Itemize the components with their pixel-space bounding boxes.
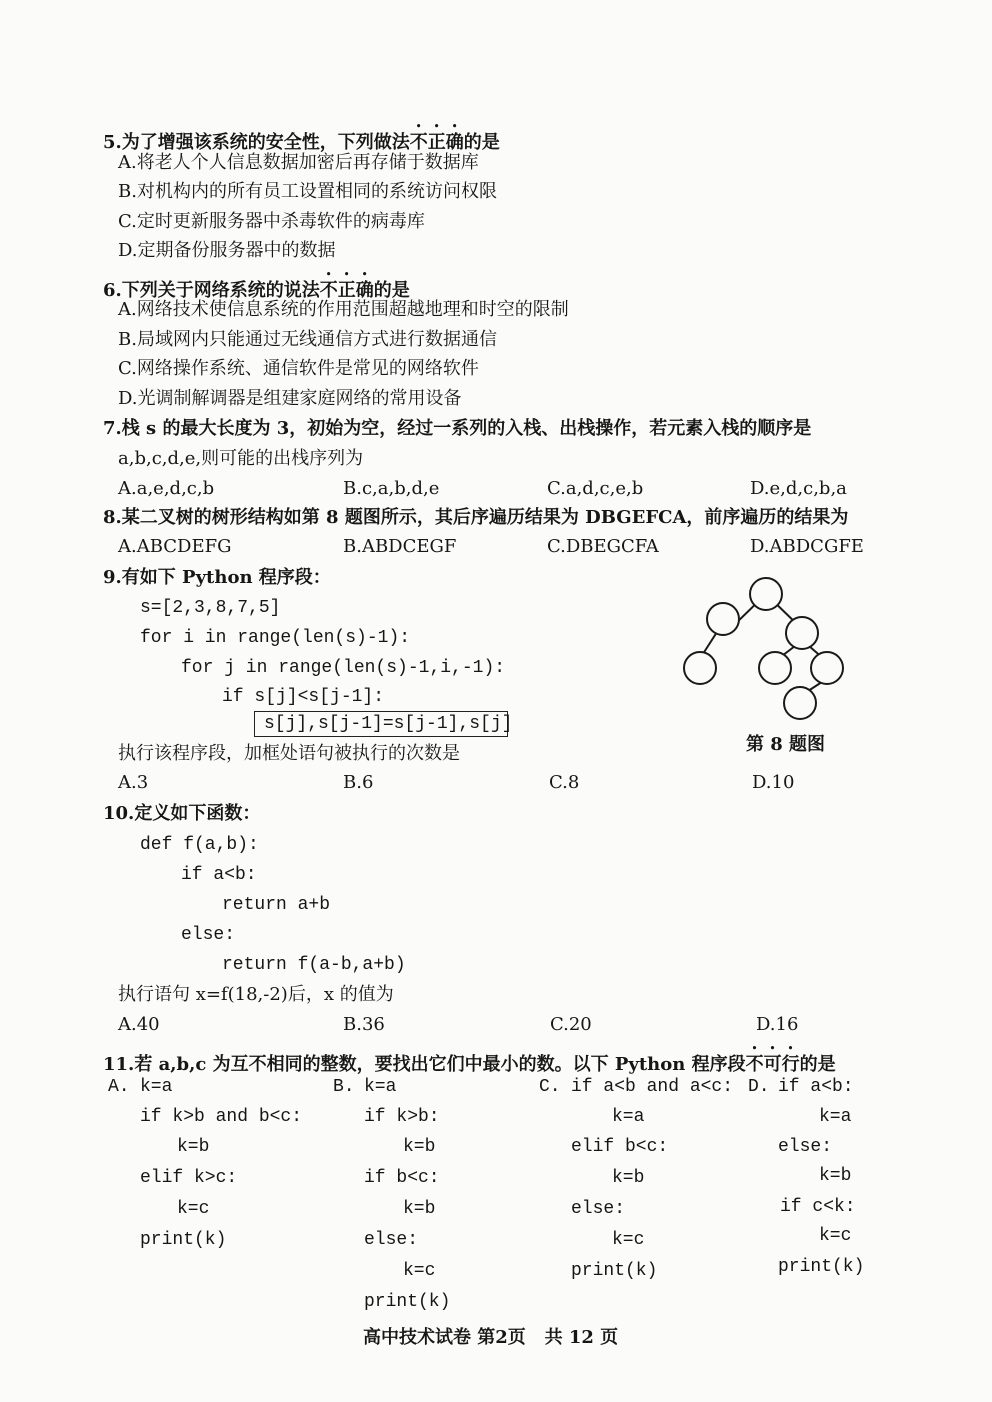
q6-stem-post: 的是 [373,280,410,301]
q8-option-a: A.ABCDEFG [118,536,232,557]
q9-stem: 9.有如下 Python 程序段： [103,567,331,588]
q11-option-d-line-7: print(k) [778,1257,865,1277]
q5-option-d: D.定期备份服务器中的数据 [118,240,336,261]
q11-option-a-line-4: elif k>c: [140,1168,238,1188]
q6-stem [103,270,410,302]
q11-option-c-line-2: k=a [612,1107,645,1127]
q11-option-a-line-1: k=a [140,1077,173,1097]
q7-option-d: D.e,d,c,b,a [750,478,847,499]
q9-option-b: B.6 [343,772,374,793]
q11-stem-emphasis: 不可行 [745,1054,800,1075]
q8-binary-tree-figure [680,575,880,725]
q10-code-line-3: return a+b [222,895,331,915]
q8-figure-caption: 第 8 题图 [746,734,826,755]
q5-stem [103,122,500,154]
q8-option-c: C.DBEGCFA [547,536,659,557]
q9-option-c: C.8 [549,772,580,793]
q10-code-line-1: def f(a,b): [140,835,259,855]
q11-option-b-line-3: k=b [403,1137,436,1157]
q11-option-c-label: C. [539,1077,561,1097]
q10-stem: 10.定义如下函数： [103,803,261,824]
q11-option-d-line-2: k=a [819,1107,852,1127]
q6-option-c: C.网络操作系统、通信软件是常见的网络软件 [118,358,479,379]
q11-stem [103,1044,836,1076]
q11-option-d-line-5: if c<k: [780,1197,856,1217]
q11-option-d-line-1: if a<b: [778,1077,854,1097]
q5-option-b: B.对机构内的所有员工设置相同的系统访问权限 [118,181,497,202]
q11-option-a-line-6: print(k) [140,1230,227,1250]
q11-option-c-line-5: else: [571,1199,626,1219]
q11-option-c-line-7: print(k) [571,1261,658,1281]
q9-question: 执行该程序段，加框处语句被执行的次数是 [118,743,460,764]
q10-question: 执行语句 x=f(18,-2)后，x 的值为 [118,984,394,1005]
q7-stem-line1: 7.栈 s 的最大长度为 3，初始为空，经过一系列的入栈、出栈操作，若元素入栈的顺序是 [103,418,812,439]
tree-node-left-child [684,652,716,684]
tree-node-right [786,617,818,649]
tree-node-left [707,603,739,635]
q5-stem-emphasis: 不正确 [409,132,464,153]
tree-node-right-left [759,652,791,684]
q5-option-c: C.定时更新服务器中杀毒软件的病毒库 [118,211,425,232]
q11-option-b-line-4: if b<c: [364,1168,440,1188]
q11-option-d-line-6: k=c [819,1226,852,1246]
q11-option-d-line-4: k=b [819,1166,852,1186]
q8-stem: 8.某二叉树的树形结构如第 8 题图所示，其后序遍历结果为 DBGEFCA，前序遍历的结果为 [103,507,849,528]
tree-node-bottom [784,687,816,719]
q10-option-c: C.20 [550,1014,592,1035]
q7-option-c: C.a,d,c,e,b [547,478,644,499]
q11-option-b-label: B. [333,1077,355,1097]
q11-option-c-line-6: k=c [612,1230,645,1250]
q11-option-b-line-6: else: [364,1230,419,1250]
q11-option-b-line-8: print(k) [364,1292,451,1312]
q9-code-line-1: s=[2,3,8,7,5] [140,598,281,618]
q8-option-d: D.ABDCGFE [750,536,864,557]
q10-code-line-2: if a<b: [181,865,257,885]
q8-option-b: B.ABDCEGF [343,536,457,557]
q5-stem-pre: 5.为了增强该系统的安全性，下列做法 [103,132,410,153]
q9-option-d: D.10 [752,772,795,793]
q6-stem-pre: 6.下列关于网络系统的说法 [103,280,320,301]
q9-code-line-3: for j in range(len(s)-1,i,-1): [181,658,506,678]
q11-option-c-line-3: elif b<c: [571,1137,669,1157]
q11-option-b-line-5: k=b [403,1199,436,1219]
q11-option-a-line-3: k=b [177,1137,210,1157]
q7-stem-line2: a,b,c,d,e,则可能的出栈序列为 [118,448,364,469]
q10-option-a: A.40 [118,1014,160,1035]
q11-option-c-line-1: if a<b and a<c: [571,1077,734,1097]
q11-option-d-line-3: else: [778,1137,833,1157]
q11-option-b-line-7: k=c [403,1261,436,1281]
q9-code-line-5: s[j],s[j-1]=s[j-1],s[j] [264,714,513,734]
q9-option-a: A.3 [118,772,149,793]
q9-code-line-4: if s[j]<s[j-1]: [222,687,385,707]
q11-stem-post: 的是 [799,1054,836,1075]
q11-option-b-line-1: k=a [364,1077,397,1097]
q11-option-a-line-5: k=c [177,1199,210,1219]
q11-option-c-line-4: k=b [612,1168,645,1188]
q10-code-line-5: return f(a-b,a+b) [222,955,406,975]
q6-stem-emphasis: 不正确 [319,280,374,301]
q6-option-a: A.网络技术使信息系统的作用范围超越地理和时空的限制 [118,299,569,320]
q11-option-a-label: A. [108,1077,130,1097]
tree-node-root [750,578,782,610]
q10-option-d: D.16 [756,1014,799,1035]
q11-option-b-line-2: if k>b: [364,1107,440,1127]
q11-option-a-line-2: if k>b and b<c: [140,1107,303,1127]
q6-option-d: D.光调制解调器是组建家庭网络的常用设备 [118,388,462,409]
q11-option-d-label: D. [748,1077,770,1097]
q11-stem-pre: 11.若 a,b,c 为互不相同的整数，要找出它们中最小的数。以下 Python 程序段 [103,1054,746,1075]
q7-option-b: B.c,a,b,d,e [343,478,440,499]
q10-option-b: B.36 [343,1014,385,1035]
q9-code-line-2: for i in range(len(s)-1): [140,628,411,648]
q7-option-a: A.a,e,d,c,b [118,478,215,499]
q6-option-b: B.局域网内只能通过无线通信方式进行数据通信 [118,329,497,350]
q5-stem-post: 的是 [463,132,500,153]
tree-node-right-right [811,652,843,684]
q5-option-a: A.将老人个人信息数据加密后再存储于数据库 [118,152,479,173]
q10-code-line-4: else: [181,925,236,945]
page-footer: 高中技术试卷 第2页 共 12 页 [363,1327,619,1348]
